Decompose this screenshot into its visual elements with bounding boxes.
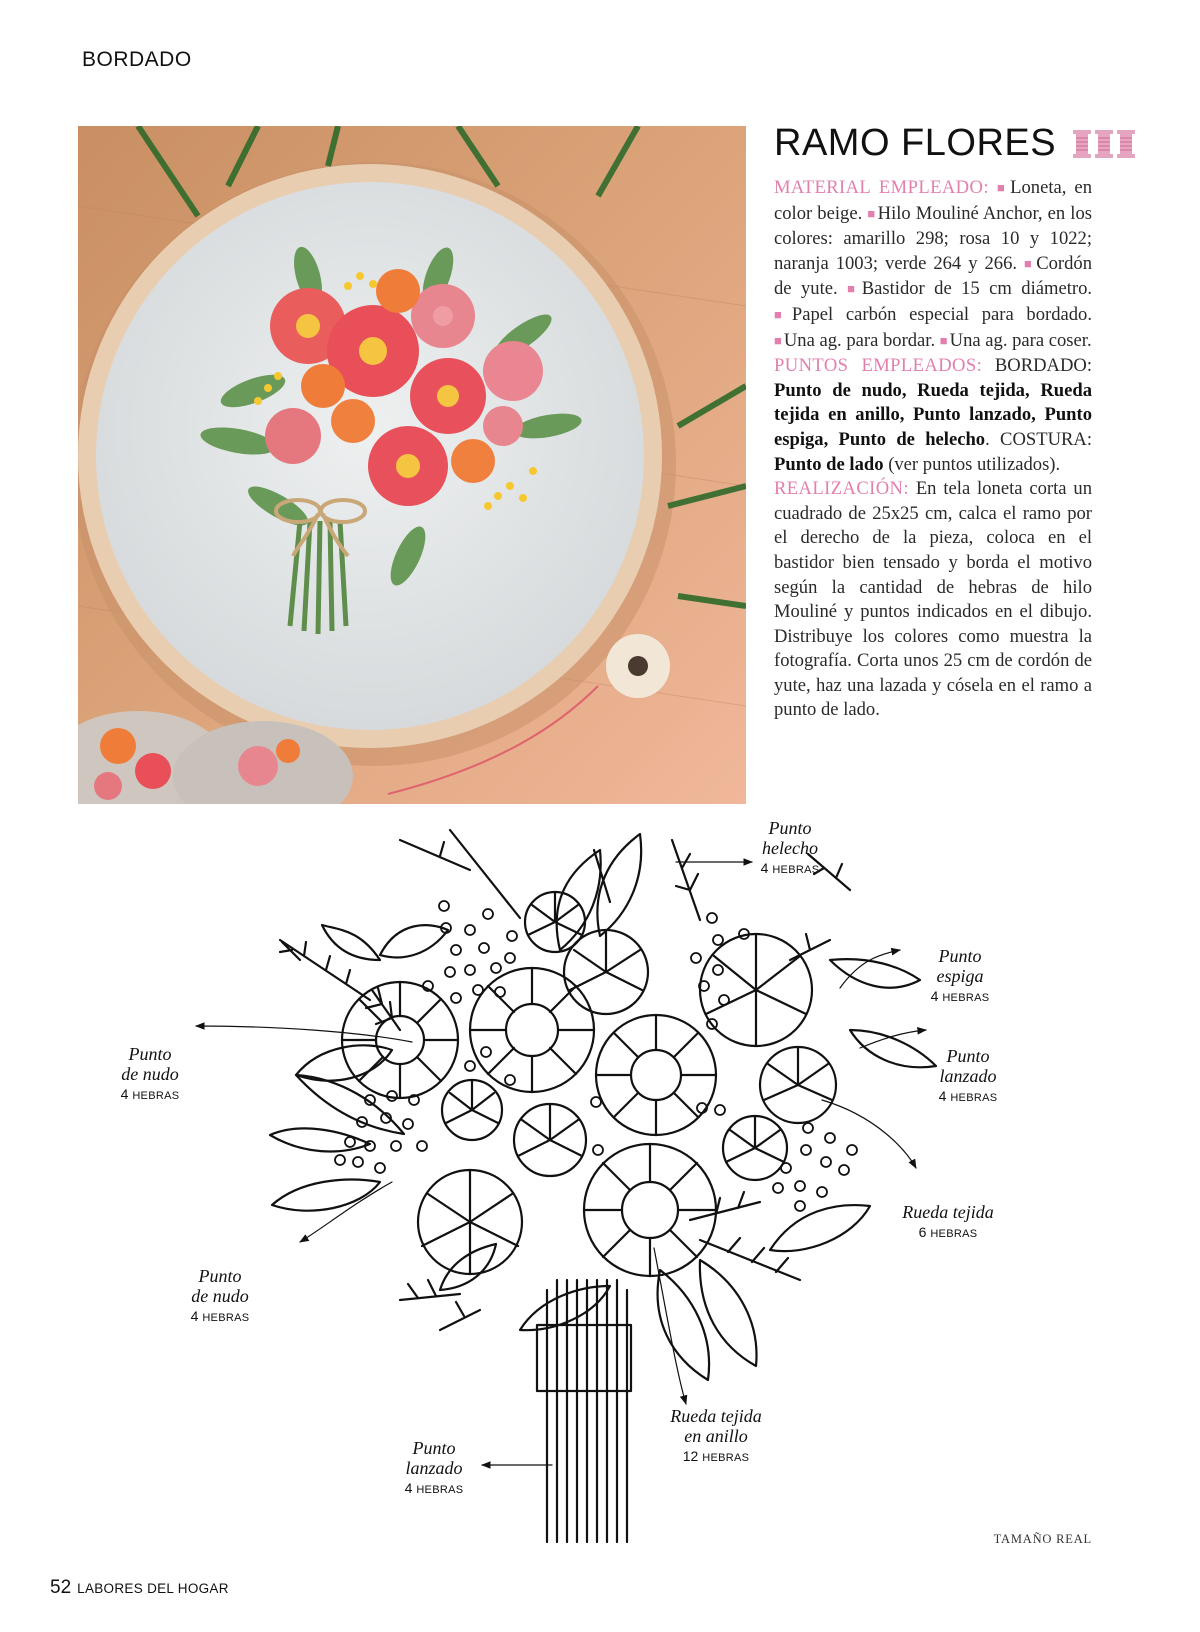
embroidery-photo: [78, 126, 746, 804]
magazine-name: LABORES DEL HOGAR: [77, 1581, 229, 1596]
label-hebras: 4 HEBRAS: [190, 1308, 250, 1324]
bullet-icon: ■: [774, 332, 782, 348]
label-line1: Punto: [768, 818, 812, 838]
realizacion-text: En tela loneta corta un cuadrado de 25x25 cm, calca el ramo por el derecho de la pieza, coloca en el bastidor bien tensado y borda el motivo según la cantidad de hebras de hilo Mouliné y puntos indicados en el dibujo. Distribuye los colores como muestra la fotografía. Corta unos 25 cm de cordón de yute, haz una lazada y cósela en el ramo a punto de lado.: [774, 478, 1092, 721]
label-hebras: 4 HEBRAS: [404, 1480, 464, 1496]
french-knots: [335, 901, 857, 1211]
label-punto-espiga: [910, 946, 1010, 1008]
label-hebras: 6 HEBRAS: [918, 1224, 978, 1240]
difficulty-rating: [1072, 129, 1136, 159]
label-punto-nudo-bottom: [170, 1266, 270, 1328]
material-item: Loneta, en color beige.: [774, 177, 1092, 224]
label-line1: Punto: [946, 1046, 990, 1066]
fern-sprigs: [280, 830, 850, 1330]
page-footer: [50, 1577, 229, 1599]
material-item: Hilo Mouliné Anchor, en los colores: amarillo 298; rosa 10 y 1022; naranja 1003; verde 264 y 266.: [774, 202, 1092, 274]
label-rueda-tejida: [888, 1202, 1008, 1244]
label-line2: lanzado: [939, 1066, 997, 1086]
instructions: [774, 176, 1092, 723]
label-hebras: 4 HEBRAS: [120, 1086, 180, 1102]
bullet-icon: ■: [939, 332, 948, 348]
material-heading: MATERIAL EMPLEADO:: [774, 177, 989, 198]
label-hebras: 4 HEBRAS: [760, 860, 820, 876]
material-item: Papel carbón especial para bordado.: [791, 303, 1092, 325]
arrow-espiga: [840, 950, 900, 988]
label-hebras: 12 HEBRAS: [682, 1448, 750, 1464]
bullet-icon: ■: [1024, 255, 1035, 271]
page-number: 52: [50, 1577, 72, 1598]
label-line2: de nudo: [121, 1064, 179, 1084]
bordado-list: Punto de nudo, Rueda tejida, Rueda tejida en anillo, Punto lanzado, Punto espiga, Punto de helecho: [774, 379, 1092, 450]
realizacion-paragraph: [774, 477, 1092, 723]
spool-icon: [1094, 129, 1114, 159]
puntos-paragraph: PUNTOS EMPLEADOS: BORDADO: Punto de nudo, Rueda tejida, Rueda tejida en anillo, Punto lanzado, Punto espiga, Punto de helecho. COSTURA: Punto de lado (ver puntos utilizados).: [774, 355, 1092, 475]
material-item: Una ag. para coser.: [949, 329, 1092, 351]
label-punto-lanzado-bottom: [384, 1438, 484, 1500]
label-line1: Rueda tejida: [670, 1406, 762, 1426]
material-item: Bastidor de 15 cm diámetro.: [861, 278, 1093, 300]
arrow-anillo: [654, 1248, 686, 1404]
material-paragraph: [774, 176, 1092, 354]
material-item: Cordón de yute.: [774, 252, 1093, 300]
spool-icon: [1116, 129, 1136, 159]
scale-note: TAMAÑO REAL: [993, 1532, 1092, 1546]
arrow-nudo-bottom: [300, 1182, 392, 1242]
puntos-heading: PUNTOS EMPLEADOS:: [774, 355, 983, 377]
costura-list: Punto de lado: [774, 453, 884, 475]
costura-note: (ver puntos utilizados).: [888, 453, 1061, 475]
label-line2: helecho: [762, 838, 818, 858]
realizacion-heading: REALIZACIÓN:: [774, 478, 909, 500]
section-label: BORDADO: [82, 48, 192, 71]
bullet-icon: ■: [847, 281, 860, 297]
woven-wheels: [342, 892, 836, 1276]
label-line2: lanzado: [405, 1458, 463, 1478]
leaves: [270, 834, 936, 1380]
label-hebras: 4 HEBRAS: [930, 988, 990, 1004]
label-punto-helecho: [740, 818, 840, 880]
label-hebras: 4 HEBRAS: [938, 1088, 998, 1104]
label-punto-lanzado-right: [918, 1046, 1018, 1108]
costura-label: COSTURA:: [1000, 428, 1092, 450]
bullet-icon: ■: [774, 306, 790, 322]
label-line1: Punto: [412, 1438, 456, 1458]
material-item: Una ag. para bordar.: [783, 329, 936, 351]
label-line2: en anillo: [684, 1426, 748, 1446]
stem-lines: [537, 1280, 631, 1542]
spool-icon: [1072, 129, 1092, 159]
bullet-icon: ■: [867, 205, 876, 221]
page-title: RAMO FLORES: [774, 122, 1057, 164]
arrow-rueda: [822, 1100, 916, 1168]
label-line1: Punto: [128, 1044, 172, 1064]
label-punto-nudo-top: [100, 1044, 200, 1106]
embroidery-pattern-diagram: [0, 810, 1200, 1550]
label-line1: Punto: [938, 946, 982, 966]
label-line1: Punto: [198, 1266, 242, 1286]
bordado-label: BORDADO:: [994, 355, 1092, 377]
label-rueda-tejida-anillo: [656, 1406, 776, 1468]
label-line2: de nudo: [191, 1286, 249, 1306]
bullet-icon: ■: [996, 180, 1009, 195]
pattern-drawing: [0, 810, 1200, 1550]
label-line2: espiga: [936, 966, 984, 986]
label-line1: Rueda tejida: [902, 1202, 994, 1222]
